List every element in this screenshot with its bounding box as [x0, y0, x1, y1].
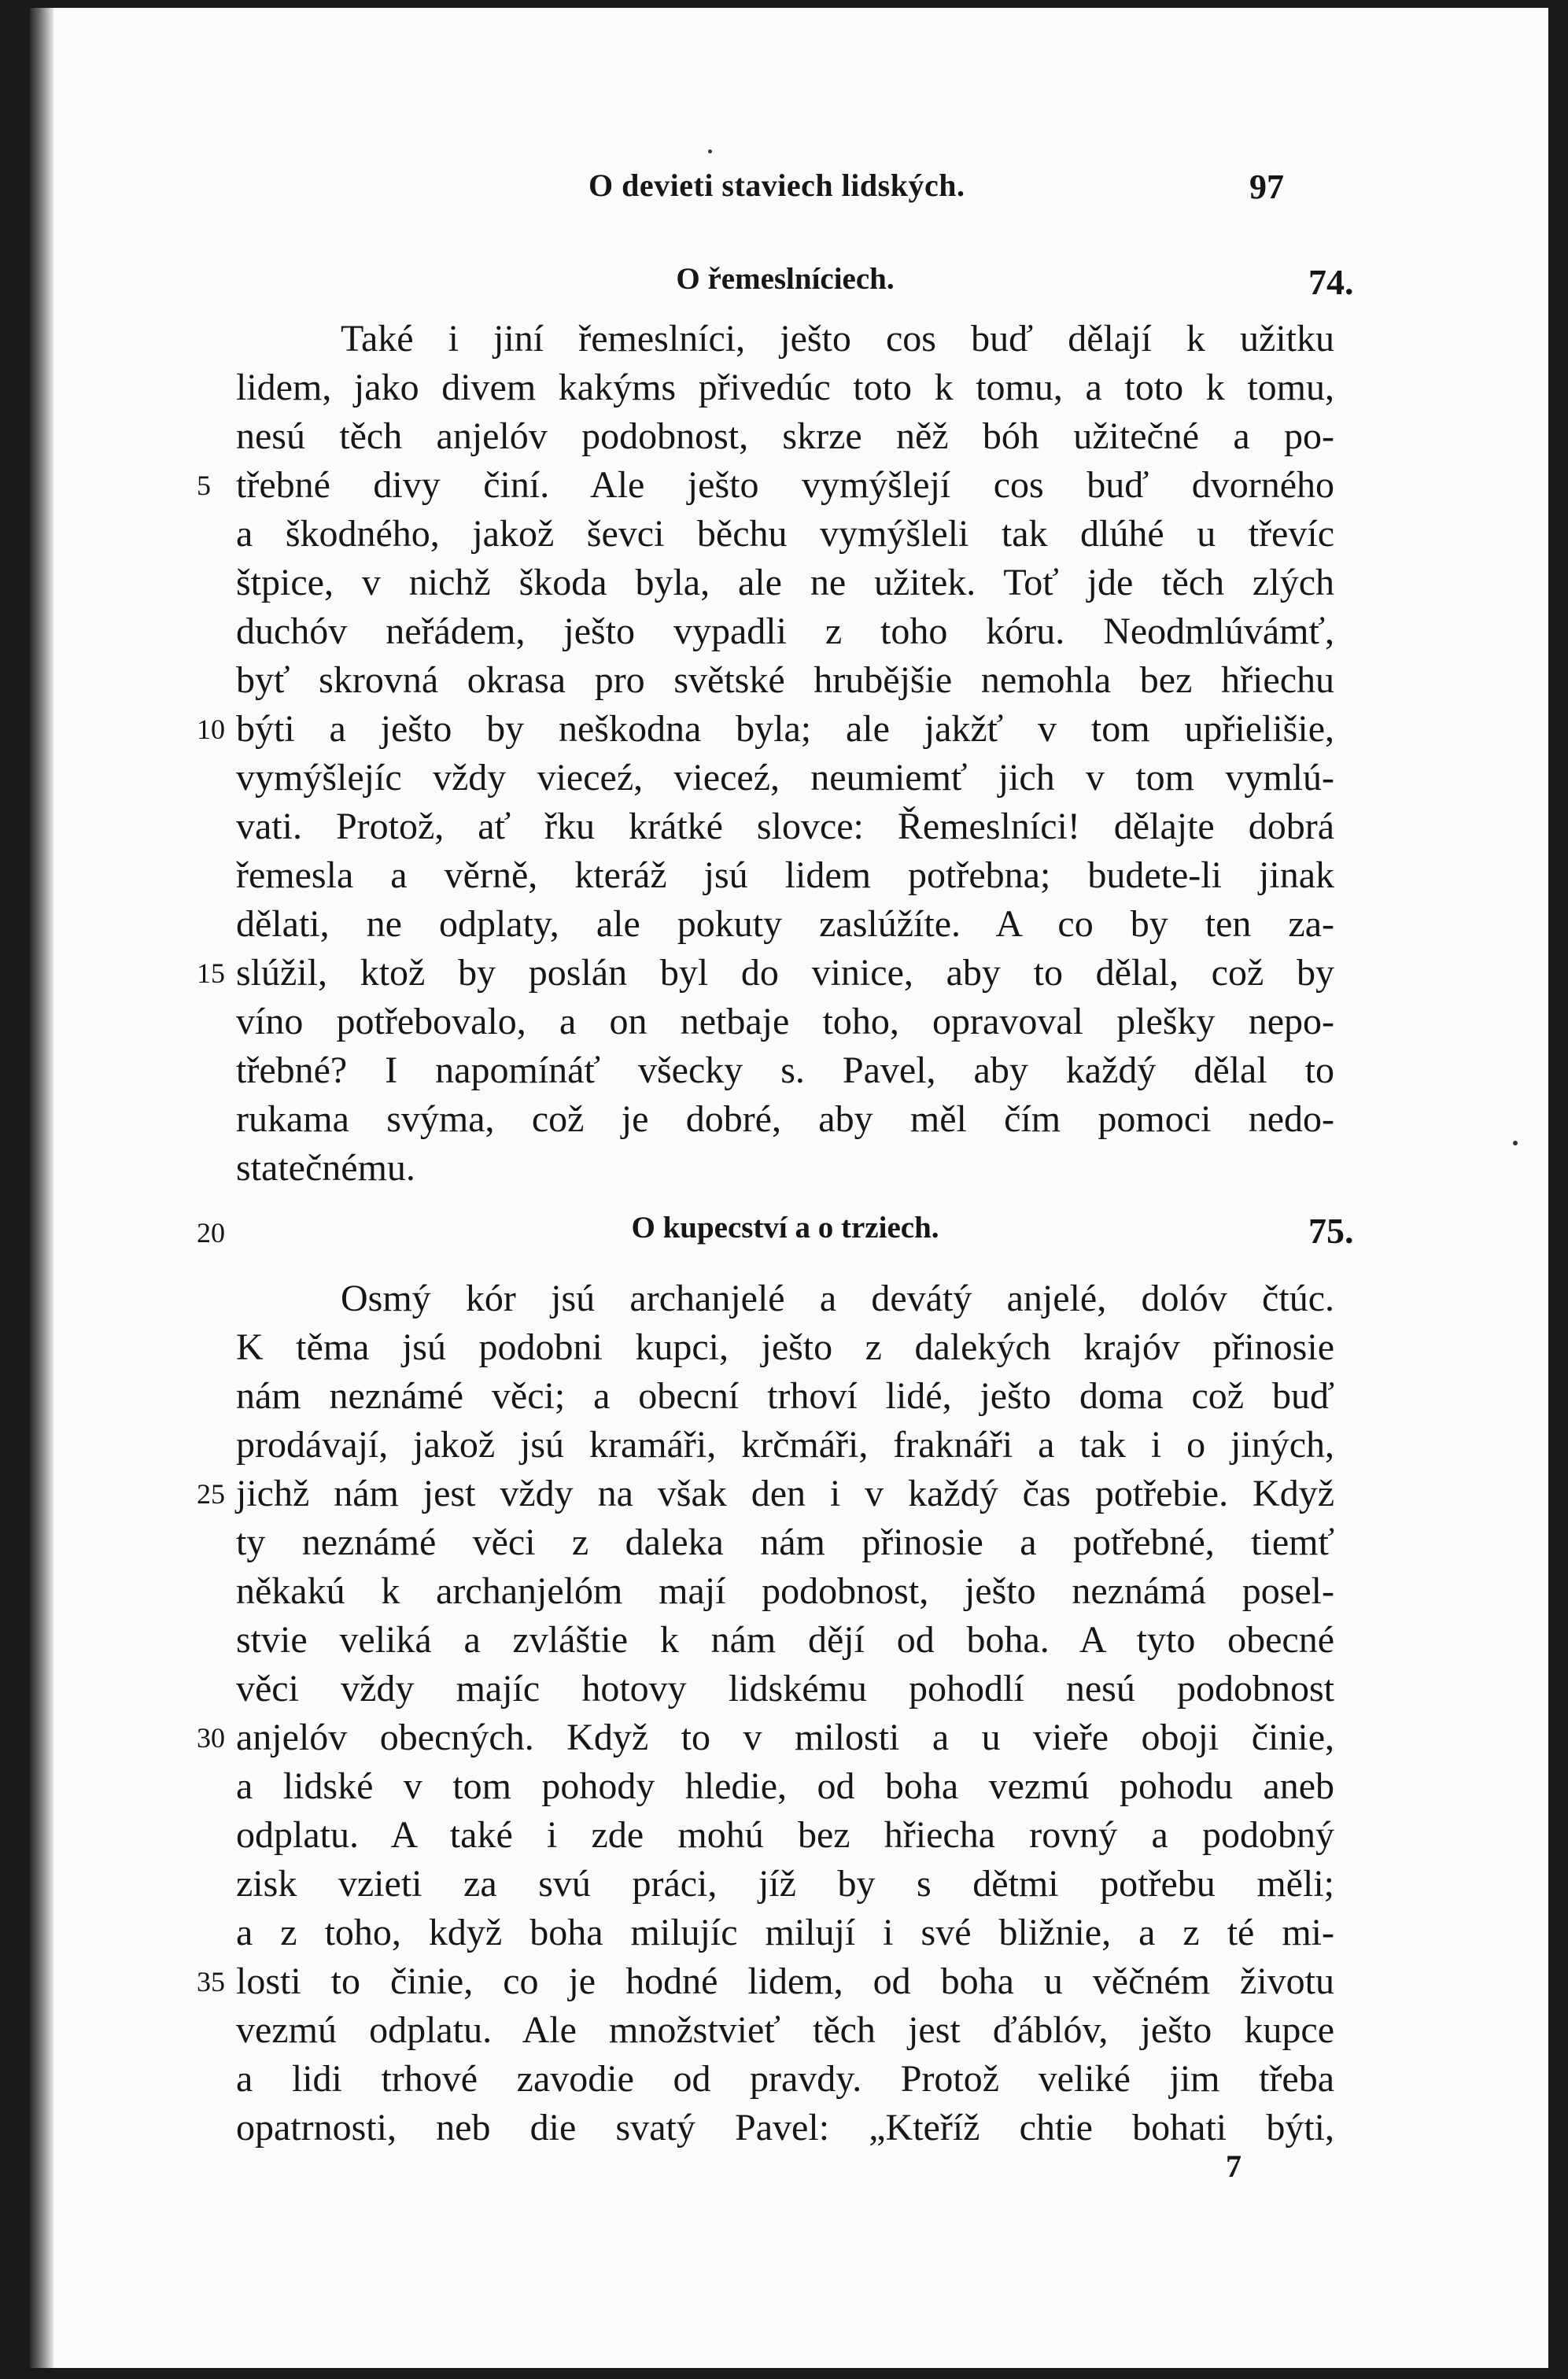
line-number: 20 [197, 1217, 225, 1249]
text-line: statečnému. [236, 1147, 415, 1189]
line-number: 30 [197, 1722, 225, 1754]
text-line: odplatu. A také i zde mohú bez hřiecha rovný a podobný [236, 1814, 1334, 1856]
text-line: zisk vzieti za svú práci, jíž by s dětmi potřebu měli; [236, 1863, 1334, 1905]
text-line: stvie veliká a zvláštie k nám dějí od boha. A tyto obecné [236, 1619, 1334, 1661]
text-line: štpice, v nichž škoda byla, ale ne užitek. Toť jde těch zlých [236, 562, 1334, 603]
text-line: duchóv neřádem, ješto vypadli z toho kóru. Neodmlúvámť, [236, 610, 1334, 652]
section-title: O kupecství a o trziech. [631, 1211, 939, 1245]
text-line: víno potřebovalo, a on netbaje toho, opravoval plešky nepo- [236, 1001, 1334, 1042]
text-line: a z toho, když boha milujíc milují i své bližnie, a z té mi- [236, 1912, 1334, 1953]
book-page [30, 8, 1548, 2368]
text-line: losti to činie, co je hodné lidem, od boha u věčném životu [236, 1960, 1334, 2002]
text-line: vati. Protož, ať řku krátké slovce: Řemeslníci! dělajte dobrá [236, 806, 1334, 847]
print-speck [1513, 1141, 1518, 1145]
text-line: a škodného, jakož ševci běchu vymýšleli tak dlúhé u třevíc [236, 513, 1334, 555]
text-line: opatrnosti, neb die svatý Pavel: „Kteříž chtie bohati býti, [236, 2107, 1334, 2148]
text-line: třebné divy činí. Ale ješto vymýšlejí cos buď dvorného [236, 464, 1334, 506]
section-heading-74 [30, 261, 1548, 308]
text-line: lidem, jako divem kakýms přivedúc toto k tomu, a toto k tomu, [236, 367, 1334, 408]
line-number: 35 [197, 1966, 225, 1997]
line-number: 15 [197, 957, 225, 989]
line-number: 5 [197, 470, 211, 501]
text-line: ty neznámé věci z daleka nám přinosie a potřebné, tiemť [236, 1521, 1334, 1563]
section-number: 74. [1308, 262, 1354, 302]
text-line: a lidské v tom pohody hledie, od boha vezmú pohodu aneb [236, 1765, 1334, 1807]
text-line: slúžil, ktož by poslán byl do vinice, aby to dělal, což by [236, 952, 1334, 994]
text-line: rukama svýma, což je dobré, aby měl čím pomoci nedo- [236, 1098, 1334, 1140]
text-line: nesú těch anjelóv podobnost, skrze něž bóh užitečné a po- [236, 415, 1334, 457]
text-line: vezmú odplatu. Ale množstvieť těch jest ďáblóv, ješto kupce [236, 2009, 1334, 2051]
text-line: Osmý kór jsú archanjelé a devátý anjelé, dolóv čtúc. [341, 1278, 1334, 1319]
text-line: anjelóv obecných. Když to v milosti a u vieře oboji činie, [236, 1717, 1334, 1758]
text-line: řemesla a věrně, kteráž jsú lidem potřebna; budete-li jinak [236, 854, 1334, 896]
book-spine-shadow [30, 8, 53, 2368]
print-speck [708, 149, 712, 153]
section-title: O řemeslníciech. [676, 262, 895, 296]
section-heading-75 [30, 1210, 1548, 1257]
line-number: 25 [197, 1478, 225, 1510]
text-line: věci vždy majíc hotovy lidskému pohodlí nesú podobnost [236, 1668, 1334, 1710]
line-number: 10 [197, 714, 225, 745]
text-line: prodávají, jakož jsú kramáři, krčmáři, fraknáři a tak i o jiných, [236, 1424, 1334, 1466]
signature-mark: 7 [1226, 2148, 1241, 2184]
text-line: třebné? I napomínáť všecky s. Pavel, aby každý dělal to [236, 1049, 1334, 1091]
text-line: vymýšlejíc vždy vieceź, vieceź, neumiemť jich v tom vymlú- [236, 757, 1334, 799]
text-line: někakú k archanjelóm mají podobnost, ješto neznámá posel- [236, 1570, 1334, 1612]
page-header [30, 167, 1548, 214]
text-line: K těma jsú podobni kupci, ješto z dalekých krajóv přinosie [236, 1326, 1334, 1368]
text-line: byť skrovná okrasa pro světské hrubějšie nemohla bez hřiechu [236, 659, 1334, 701]
text-line: dělati, ne odplaty, ale pokuty zaslúžíte. A co by ten za- [236, 903, 1334, 945]
text-line: nám neznámé věci; a obecní trhoví lidé, ješto doma což buď [236, 1375, 1334, 1417]
section-number: 75. [1308, 1211, 1354, 1251]
text-line: jichž nám jest vždy na však den i v každý čas potřebie. Když [236, 1473, 1334, 1514]
text-line: a lidi trhové zavodie od pravdy. Protož veliké jim třeba [236, 2058, 1334, 2100]
page-number: 97 [1249, 168, 1284, 206]
text-line: Také i jiní řemeslníci, ješto cos buď dělají k užitku [341, 318, 1334, 360]
text-line: býti a ještо by neškodna byla; ale jakžť v tom upřielišie, [236, 708, 1334, 750]
running-title: O devieti staviech lidských. [588, 168, 965, 203]
